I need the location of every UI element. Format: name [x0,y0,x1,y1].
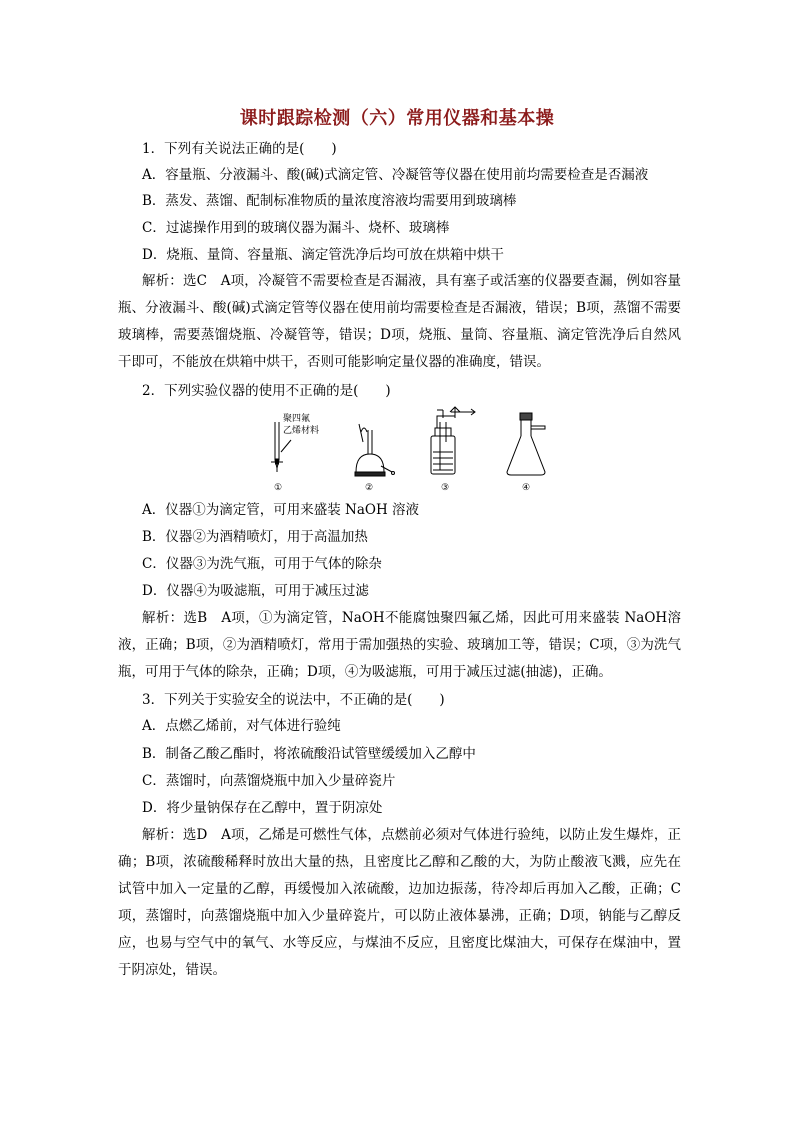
apparatus-diagram [255,402,555,497]
q2-option-c: C．仪器③为洗气瓶，可用于气体的除杂 [142,556,382,572]
q1-analysis: 解析：选C A项，冷凝管不需要检查是否漏液，具有塞子或活塞的仪器要查漏，例如容量瓶、分液漏斗、酸(碱)式滴定管等仪器在使用前均需要检查是否漏液，错误；B项，蒸馏不需要玻璃棒，需要蒸馏烧瓶、冷凝管等，错误；D项，烧瓶、量筒、容量瓶、滴定管洗净后自然风干即可，不能放在烘箱中烘干，否则可能影响定量仪器的准确度，错误。 [118,273,681,370]
q1-option-c: C．过滤操作用到的玻璃仪器为漏斗、烧杯、玻璃棒 [142,220,450,236]
q1-stem: 1．下列有关说法正确的是( ) [142,141,337,157]
material-label-line2: 乙烯材料 [283,426,320,436]
label-instrument-4: ④ [522,483,531,493]
q2-option-a: A．仪器①为滴定管，可用来盛装 NaOH 溶液 [142,502,420,518]
label-instrument-2: ② [365,483,374,493]
material-label-line1: 聚四氟 [283,414,311,424]
q2-option-d: D．仪器④为吸滤瓶，可用于减压过滤 [142,583,369,599]
gas-washing-bottle-drawing [431,407,475,474]
q3-analysis: 解析：选D A项，乙烯是可燃性气体，点燃前必须对气体进行验纯，以防止发生爆炸，正确；B项，浓硫酸稀释时放出大量的热，且密度比乙醇和乙酸的大，为防止酸液飞溅，应先在试管中加入一定量的乙醇，再缓慢加入浓硫酸，边加边振荡，待冷却后再加入乙酸，正确；C项，蒸馏时，向蒸馏烧瓶中加入少量碎瓷片，可以防止液体暴沸，正确；D项，钠能与乙醇反应，也易与空气中的氧气、水等反应，与煤油不反应，且密度比煤油大，可保存在煤油中，置于阴凉处，错误。 [118,827,681,978]
alcohol-blowtorch-drawing [355,424,395,476]
q3-option-b: B．制备乙酸乙酯时，将浓硫酸沿试管壁缓缓加入乙醇中 [142,746,476,762]
label-instrument-1: ① [274,483,283,493]
q3-option-d: D．将少量钠保存在乙醇中，置于阴凉处 [142,800,383,816]
suction-flask-drawing [507,413,545,475]
apparatus-figure [255,402,555,497]
q3-stem: 3．下列关于实验安全的说法中，不正确的是( ) [142,692,445,708]
page-title: 课时跟踪检测（六）常用仪器和基本操 [239,108,555,129]
q1-option-b: B．蒸发、蒸馏、配制标准物质的量浓度溶液均需要用到玻璃棒 [142,193,517,209]
q3-option-c: C．蒸馏时，向蒸馏烧瓶中加入少量碎瓷片 [142,773,396,789]
q2-analysis: 解析：选B A项，①为滴定管，NaOH不能腐蚀聚四氟乙烯，因此可用来盛装 NaOH溶液，正确；B项，②为酒精喷灯，常用于需加强热的实验、玻璃加工等，错误；C项，③为洗气瓶，可用于气体的除杂，正确；D项，④为吸滤瓶，可用于减压过滤(抽滤)，正确。 [118,610,681,680]
label-instrument-3: ③ [441,483,450,493]
q1-option-d: D．烧瓶、量筒、容量瓶、滴定管洗净后均可放在烘箱中烘干 [142,247,504,263]
q2-stem: 2．下列实验仪器的使用不正确的是( ) [142,383,391,399]
q1-option-a: A．容量瓶、分液漏斗、酸(碱)式滴定管、冷凝管等仪器在使用前均需要检查是否漏液 [142,167,649,183]
q2-option-b: B．仪器②为酒精喷灯，用于高温加热 [142,529,368,545]
q3-option-a: A．点燃乙烯前，对气体进行验纯 [142,718,341,734]
